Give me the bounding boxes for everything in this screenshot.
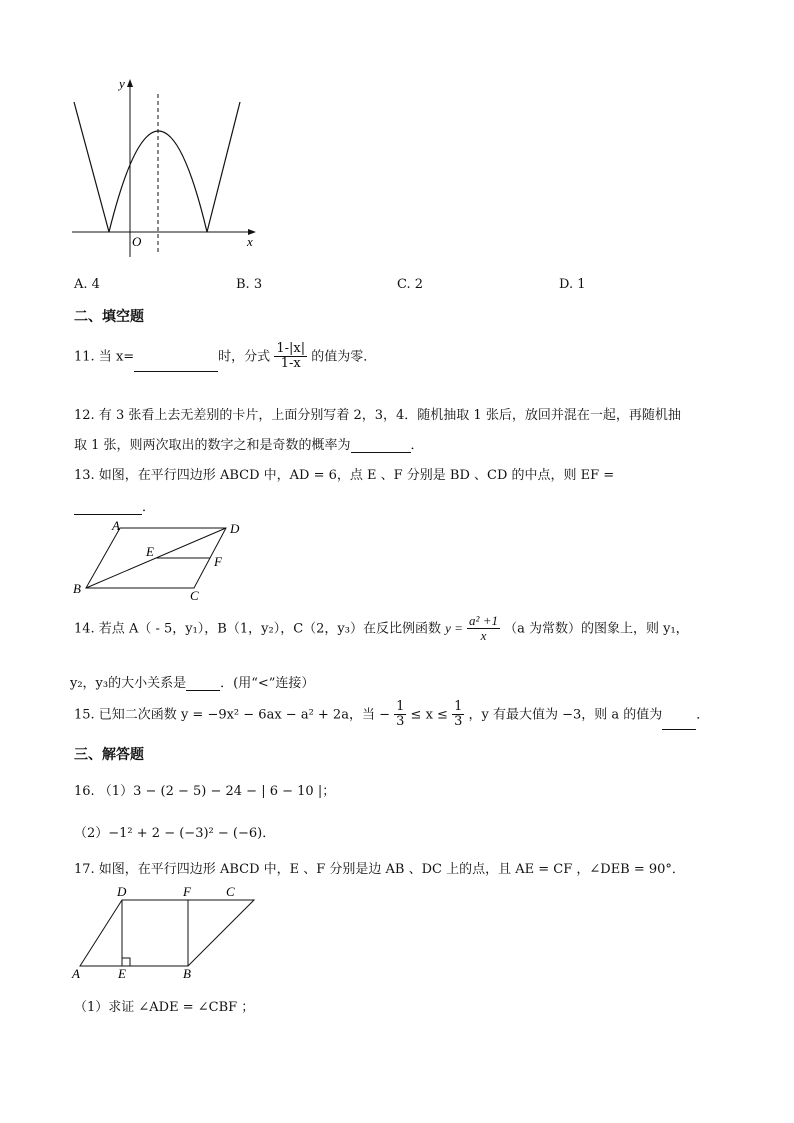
fig13-label-b: B [73, 581, 81, 596]
q14-frac-num: a² +1 [469, 613, 498, 628]
q15 [74, 700, 709, 730]
q14-line2 [70, 672, 314, 691]
q15-fraction-2 [452, 700, 464, 730]
q12-line2-text: 取 1 张，则两次取出的数字之和是奇数的概率为 [74, 438, 351, 453]
function-graph [68, 72, 268, 262]
q11-frac-num: 1-|x| [276, 341, 306, 356]
fig13-label-f: F [214, 554, 222, 569]
q12-line2 [74, 434, 424, 453]
q14-pre: 14. 若点 A（ - 5，y₁），B（1，y₂），C（2，y₃）在反比例函数 [74, 621, 441, 637]
q11-fraction [274, 342, 307, 372]
q10-option-d: D. 1 [559, 277, 586, 292]
q16-part2: （2）−1² + 2 − (−3)² − (−6)． [74, 826, 276, 841]
graph-right-branch [207, 102, 240, 232]
fig13-label-e: E [146, 544, 154, 559]
q14-post: （a 为常数）的图象上，则 y₁， [504, 621, 689, 637]
q14-line2-text: y₂，y₃的大小关系是 [70, 676, 187, 691]
q11-suffix: 的值为零． [311, 349, 377, 365]
q15-f2-num: 1 [454, 699, 463, 714]
origin-label: O [132, 234, 142, 249]
q15-f1-den: 3 [396, 714, 405, 730]
q14-blank [186, 690, 220, 691]
q12-blank [351, 452, 411, 453]
q15-f2-den: 3 [454, 714, 463, 730]
q17-part1: （1）求证 ∠ADE = ∠CBF ； [74, 1000, 255, 1015]
q11-blank [134, 371, 218, 372]
fig13-label-c: C [190, 588, 199, 603]
x-label: x [247, 234, 253, 249]
q13-blank [74, 514, 142, 515]
graph-left-branch [74, 102, 109, 232]
q17-text: 17. 如图，在平行四边形 ABCD 中，E 、F 分别是边 AB 、DC 上的点，且 AE = CF ，∠DEB = 90°． [74, 862, 685, 877]
fig17-label-b: B [183, 966, 191, 981]
q15-pre: 15. 已知二次函数 y = −9x² − 6ax − a² + 2a，当 − [74, 707, 390, 723]
fig13-label-d: D [230, 521, 240, 536]
parallelogram-figure-17 [68, 884, 268, 982]
parallelogram-figure-13 [68, 518, 258, 604]
fig17-label-e: E [118, 966, 126, 981]
right-angle-icon [122, 958, 130, 966]
y-axis-arrow-icon [127, 79, 133, 87]
section3-title: 三、解答题 [74, 747, 144, 763]
q11-mid: 时，分式 [218, 349, 271, 365]
q13-text: 13. 如图，在平行四边形 ABCD 中，AD = 6，点 E 、F 分别是 BD 、CD 的中点，则 EF = [74, 468, 615, 483]
q14-line1 [74, 614, 689, 644]
q12-line2-end: ． [410, 438, 424, 453]
fig17-parallelogram [80, 900, 254, 966]
q15-post: ，y 有最大值为 −3，则 a 的值为 [468, 707, 663, 723]
q10-option-b: B. 3 [236, 277, 263, 292]
y-label: y [119, 76, 125, 91]
fig17-label-a: A [72, 966, 80, 981]
q11-frac-den: 1-x [280, 356, 301, 372]
q13-answer-line [74, 496, 155, 515]
q13-end: ． [142, 500, 156, 515]
q15-mid: ≤ x ≤ [410, 707, 448, 723]
fig17-label-f: F [183, 884, 191, 899]
q14-line2-end: ．(用“<”连接） [220, 676, 315, 691]
fig13-label-a: A [112, 518, 120, 533]
q16-part1: 16. （1）3 − (2 − 5) − 24 − | 6 − 10 |； [74, 784, 336, 799]
q14-func-y: y = [445, 620, 463, 636]
q10-option-a: A. 4 [74, 277, 100, 292]
q10-option-c: C. 2 [397, 277, 424, 292]
q15-blank [662, 729, 696, 730]
q15-f1-num: 1 [396, 699, 405, 714]
q15-fraction-1 [394, 700, 406, 730]
fig17-label-d: D [117, 884, 127, 899]
fig17-label-c: C [226, 884, 235, 899]
q11 [74, 342, 376, 372]
section2-title: 二、填空题 [74, 309, 144, 325]
q11-prefix: 11. 当 x= [74, 349, 135, 365]
q14-fraction [467, 614, 500, 644]
q14-frac-den: x [480, 628, 487, 644]
q15-end: ． [696, 707, 710, 723]
q12-line1: 12. 有 3 张看上去无差别的卡片，上面分别写着 2，3，4．随机抽取 1 张后，放回并混在一起，再随机抽 [74, 408, 681, 423]
